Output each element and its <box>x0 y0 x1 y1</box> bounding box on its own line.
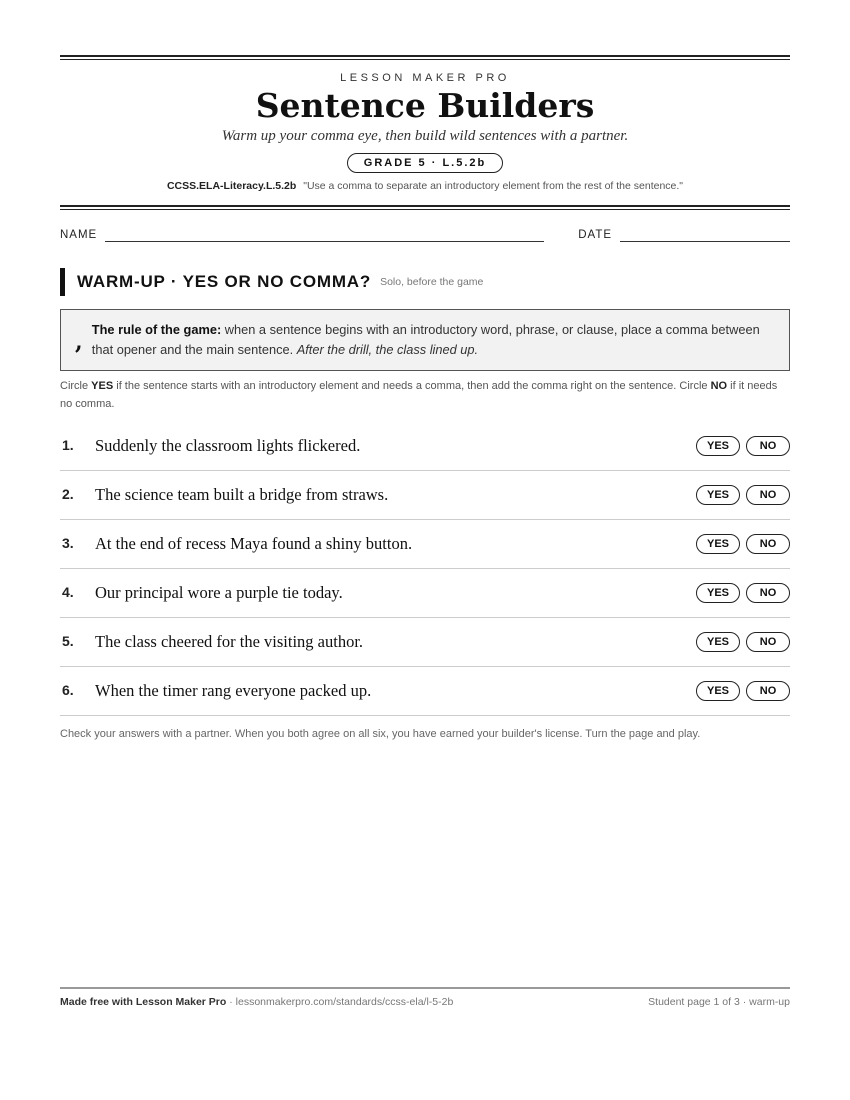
question-sentence: The science team built a bridge from straws. <box>95 485 389 504</box>
answer-options <box>696 583 790 603</box>
question-sentence: Our principal wore a purple tie today. <box>95 583 343 602</box>
standard-code: CCSS.ELA-Literacy.L.5.2b <box>166 180 297 192</box>
answer-options <box>696 436 790 456</box>
question-sentence: When the timer rang everyone packed up. <box>95 681 372 700</box>
rule-lead: The rule of the game: <box>91 322 222 337</box>
standard-line <box>60 180 790 192</box>
page-footer <box>60 987 790 1008</box>
comma-icon: , <box>75 329 83 355</box>
yes-option[interactable]: YES <box>696 485 740 505</box>
answer-options <box>696 534 790 554</box>
section-header <box>60 268 790 296</box>
brand-name: LESSON MAKER PRO <box>340 72 510 84</box>
instructions-text: if it needs no comma. <box>60 380 778 410</box>
rule-text <box>92 320 775 360</box>
worksheet-page <box>60 55 790 740</box>
header-divider <box>60 205 790 210</box>
worksheet-subtitle: Warm up your comma eye, then build wild sentences with a partner. <box>221 128 629 144</box>
no-option[interactable]: NO <box>746 583 790 603</box>
question-number: 2. <box>62 486 74 502</box>
question-row <box>60 520 790 569</box>
yes-option[interactable]: YES <box>696 632 740 652</box>
question-number: 5. <box>62 633 74 649</box>
instructions <box>60 378 790 413</box>
yes-option[interactable]: YES <box>696 436 740 456</box>
question-sentence: The class cheered for the visiting author. <box>95 632 364 651</box>
name-label: NAME <box>60 229 98 241</box>
section-title: WARM-UP · YES OR NO COMMA? <box>77 272 372 291</box>
question-sentence: At the end of recess Maya found a shiny button. <box>95 534 413 553</box>
date-field[interactable] <box>620 229 790 242</box>
rule-callout <box>60 309 790 371</box>
rule-body: when a sentence begins with an introductory word, phrase, or clause, place a comma between that opener and the main sentence. <box>91 322 760 357</box>
grade-badge: GRADE 5 · L.5.2b <box>347 153 503 173</box>
standard-text: "Use a comma to separate an introductory element from the rest of the sentence." <box>303 180 684 192</box>
footer-credit <box>60 996 453 1008</box>
rule-example: After the drill, the class lined up. <box>296 342 479 357</box>
instructions-text: if the sentence starts with an introductory element and needs a comma, then add the comma right on the sentence. Circle <box>113 380 711 392</box>
footer-url[interactable]: · lessonmakerpro.com/standards/ccss-ela/l-5-2b <box>226 996 454 1008</box>
instructions-yes: YES <box>91 380 114 392</box>
question-row <box>60 618 790 667</box>
check-note: Check your answers with a partner. When you both agree on all six, you have earned your builder's license. Turn the page and play. <box>60 728 701 740</box>
question-row <box>60 471 790 520</box>
question-list <box>60 422 790 716</box>
no-option[interactable]: NO <box>746 485 790 505</box>
worksheet-header <box>60 72 790 192</box>
question-sentence: Suddenly the classroom lights flickered. <box>95 436 361 455</box>
top-divider <box>60 55 790 60</box>
question-number: 3. <box>62 535 74 551</box>
section-note: Solo, before the game <box>380 276 484 288</box>
name-date-row <box>60 228 790 242</box>
question-row <box>60 422 790 471</box>
no-option[interactable]: NO <box>746 632 790 652</box>
answer-options <box>696 485 790 505</box>
answer-options <box>696 681 790 701</box>
question-row <box>60 667 790 716</box>
no-option[interactable]: NO <box>746 436 790 456</box>
question-number: 6. <box>62 682 74 698</box>
question-number: 1. <box>62 437 74 453</box>
section-marker <box>60 268 65 296</box>
instructions-text: Circle <box>60 380 92 392</box>
question-number: 4. <box>62 584 74 600</box>
yes-option[interactable]: YES <box>696 681 740 701</box>
date-label: DATE <box>578 229 613 241</box>
question-row <box>60 569 790 618</box>
footer-page: Student page 1 of 3 · warm-up <box>648 996 790 1008</box>
instructions-no: NO <box>710 380 728 392</box>
worksheet-title: Sentence Builders <box>255 86 595 125</box>
name-field[interactable] <box>105 229 544 242</box>
footer-made: Made free with Lesson Maker Pro <box>60 996 227 1008</box>
no-option[interactable]: NO <box>746 681 790 701</box>
yes-option[interactable]: YES <box>696 583 740 603</box>
yes-option[interactable]: YES <box>696 534 740 554</box>
answer-options <box>696 632 790 652</box>
no-option[interactable]: NO <box>746 534 790 554</box>
